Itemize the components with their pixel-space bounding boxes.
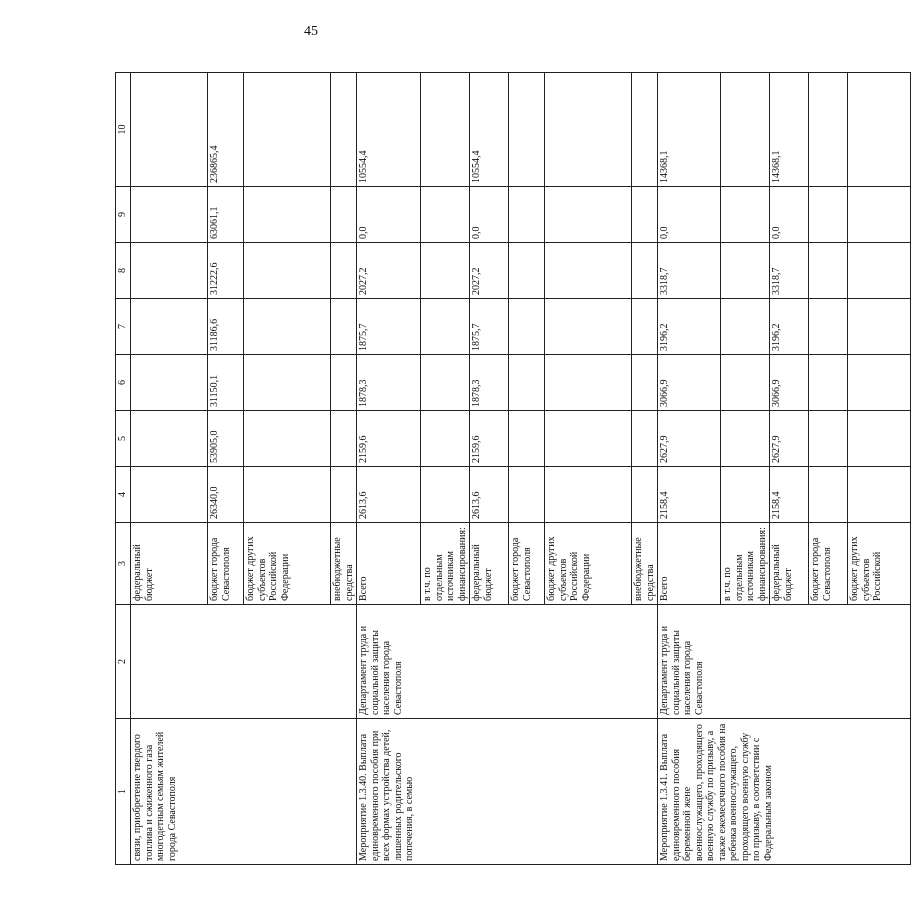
value-cell: 1875,7 (470, 299, 509, 355)
value-cell (331, 299, 357, 355)
value-cell: 2158,4 (770, 467, 809, 523)
value-cell (545, 355, 632, 411)
value-cell (632, 355, 658, 411)
funding-source: бюджет города Севастополя (509, 523, 545, 605)
funding-source: в т.ч. по отдельным источникам финансирования: (421, 523, 470, 605)
value-cell: 3318,7 (658, 243, 721, 299)
value-cell (809, 411, 848, 467)
value-cell (131, 73, 208, 187)
value-cell: 3318,7 (770, 243, 809, 299)
col-header: 2 (116, 605, 131, 719)
value-cell: 0,0 (470, 187, 509, 243)
value-cell: 10554,4 (357, 73, 421, 187)
value-cell (331, 467, 357, 523)
value-cell (509, 299, 545, 355)
value-cell (721, 73, 770, 187)
responsible-executor: Департамент труда и социальной защиты населения города Севастополя (357, 605, 658, 719)
value-cell: 2158,4 (658, 467, 721, 523)
value-cell (632, 187, 658, 243)
value-cell (421, 243, 470, 299)
value-cell (721, 411, 770, 467)
value-cell: 236865,4 (208, 73, 244, 187)
col-header: 5 (116, 411, 131, 467)
value-cell: 2627,9 (658, 411, 721, 467)
value-cell (721, 187, 770, 243)
page-number: 45 (304, 24, 318, 39)
responsible-executor (131, 605, 357, 719)
value-cell (331, 411, 357, 467)
value-cell (244, 411, 331, 467)
value-cell (331, 243, 357, 299)
value-cell (632, 411, 658, 467)
value-cell: 53905,0 (208, 411, 244, 467)
value-cell: 63061,1 (208, 187, 244, 243)
value-cell: 0,0 (770, 187, 809, 243)
value-cell (809, 355, 848, 411)
value-cell (545, 299, 632, 355)
value-cell (545, 411, 632, 467)
value-cell (848, 467, 911, 523)
rotated-table-container (115, 73, 883, 865)
table-row (131, 73, 208, 865)
value-cell (509, 355, 545, 411)
value-cell: 31186,6 (208, 299, 244, 355)
value-cell: 0,0 (658, 187, 721, 243)
value-cell: 1878,3 (470, 355, 509, 411)
value-cell (331, 355, 357, 411)
value-cell (848, 411, 911, 467)
table-row (357, 73, 421, 865)
funding-source: федеральный бюджет (131, 523, 208, 605)
value-cell (848, 73, 911, 187)
value-cell (509, 243, 545, 299)
col-header: 6 (116, 355, 131, 411)
funding-source: бюджет города Севастополя (809, 523, 848, 605)
value-cell (809, 299, 848, 355)
value-cell (632, 73, 658, 187)
value-cell: 2027,2 (470, 243, 509, 299)
funding-source: бюджет других субъектов Российской Федерации (545, 523, 632, 605)
col-header: 9 (116, 187, 131, 243)
value-cell (131, 411, 208, 467)
value-cell: 3066,9 (658, 355, 721, 411)
value-cell (809, 467, 848, 523)
funding-source: Всего (658, 523, 721, 605)
value-cell (421, 73, 470, 187)
value-cell (131, 299, 208, 355)
value-cell (421, 467, 470, 523)
value-cell (131, 243, 208, 299)
activity-description: связи, приобретение твердого топлива и сжиженного газа многодетным семьям жителей города Севастополя (131, 719, 357, 865)
value-cell (721, 299, 770, 355)
value-cell (509, 187, 545, 243)
value-cell (848, 243, 911, 299)
value-cell (632, 467, 658, 523)
value-cell (244, 73, 331, 187)
value-cell (809, 187, 848, 243)
col-header: 7 (116, 299, 131, 355)
value-cell (848, 355, 911, 411)
value-cell (421, 355, 470, 411)
value-cell (509, 73, 545, 187)
activity-description: Мероприятие 1.3.41. Выплата единовременного пособия беременной жене военнослужащего, проходящего военную службу по призыву, а также ежемесячного пособия на ребенка военнослужащего, проходящего военную службу по призыву, в соответствии с Федеральным законом (658, 719, 911, 865)
value-cell: 14368,1 (770, 73, 809, 187)
value-cell (331, 73, 357, 187)
value-cell: 10554,4 (470, 73, 509, 187)
value-cell: 31150,1 (208, 355, 244, 411)
value-cell (131, 187, 208, 243)
value-cell (421, 299, 470, 355)
value-cell (848, 299, 911, 355)
value-cell (244, 355, 331, 411)
col-header: 1 (116, 719, 131, 865)
funding-source: бюджет других субъектов Российской Федерации (244, 523, 331, 605)
value-cell (809, 73, 848, 187)
value-cell (545, 73, 632, 187)
col-header: 8 (116, 243, 131, 299)
value-cell (721, 243, 770, 299)
col-header: 3 (116, 523, 131, 605)
funding-source: федеральный бюджет (470, 523, 509, 605)
value-cell (545, 467, 632, 523)
activity-description: Мероприятие 1.3.40. Выплата единовременного пособия при всех формах устройства детей, лишенных родительского попечения, в семью (357, 719, 658, 865)
funding-source: внебюджетные средства (632, 523, 658, 605)
value-cell (421, 411, 470, 467)
value-cell: 2613,6 (357, 467, 421, 523)
col-header: 4 (116, 467, 131, 523)
value-cell (632, 299, 658, 355)
value-cell (244, 243, 331, 299)
funding-source: бюджет города Севастополя (208, 523, 244, 605)
value-cell (131, 467, 208, 523)
value-cell: 26340,0 (208, 467, 244, 523)
funding-source: бюджет других субъектов Российской (848, 523, 911, 605)
value-cell (331, 187, 357, 243)
value-cell: 2159,6 (470, 411, 509, 467)
value-cell: 3196,2 (658, 299, 721, 355)
value-cell: 2613,6 (470, 467, 509, 523)
funding-source: федеральный бюджет (770, 523, 809, 605)
value-cell: 0,0 (357, 187, 421, 243)
col-header: 10 (116, 73, 131, 187)
value-cell (131, 355, 208, 411)
header-row (116, 73, 131, 865)
value-cell: 2159,6 (357, 411, 421, 467)
value-cell (809, 243, 848, 299)
value-cell: 1875,7 (357, 299, 421, 355)
table-row (658, 73, 721, 865)
funding-source: внебюджетные средства (331, 523, 357, 605)
value-cell (244, 467, 331, 523)
funding-source: в т.ч. по отдельным источникам финансирования: (721, 523, 770, 605)
value-cell (632, 243, 658, 299)
value-cell: 3196,2 (770, 299, 809, 355)
value-cell (545, 243, 632, 299)
funding-source: Всего (357, 523, 421, 605)
value-cell (509, 411, 545, 467)
value-cell (244, 187, 331, 243)
value-cell (509, 467, 545, 523)
budget-table (115, 72, 911, 865)
value-cell (244, 299, 331, 355)
value-cell: 2627,9 (770, 411, 809, 467)
responsible-executor: Департамент труда и социальной защиты населения города Севастополя (658, 605, 911, 719)
value-cell: 3066,9 (770, 355, 809, 411)
value-cell (848, 187, 911, 243)
value-cell (421, 187, 470, 243)
value-cell (545, 187, 632, 243)
value-cell: 1878,3 (357, 355, 421, 411)
value-cell: 2027,2 (357, 243, 421, 299)
value-cell: 31222,6 (208, 243, 244, 299)
value-cell (721, 467, 770, 523)
value-cell: 14368,1 (658, 73, 721, 187)
value-cell (721, 355, 770, 411)
